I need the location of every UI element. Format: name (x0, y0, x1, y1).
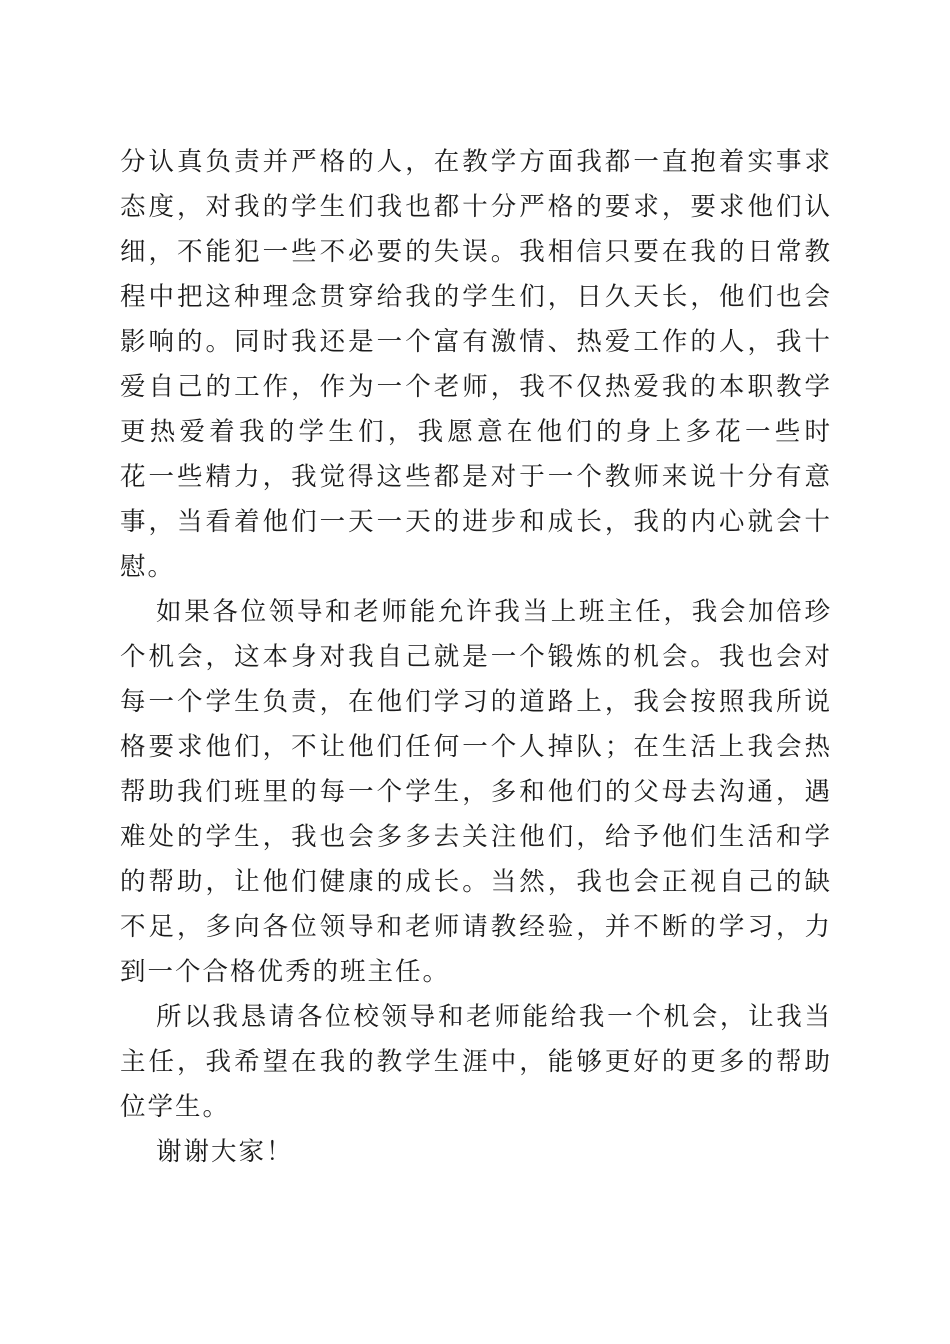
paragraph-4 (120, 1130, 832, 1175)
text-line: 态度，对我的学生们我也都十分严格的要求，要求他们认 (120, 192, 832, 222)
text-line: 爱自己的工作，作为一个老师，我不仅热爱我的本职教学 (120, 372, 832, 402)
text-line: 花一些精力，我觉得这些都是对于一个教师来说十分有意 (120, 462, 832, 492)
text-line: 格要求他们，不让他们任何一个人掉队；在生活上我会热 (120, 732, 832, 762)
text-line: 分认真负责并严格的人，在教学方面我都一直抱着实事求 (120, 147, 832, 177)
paragraph-1 (120, 140, 832, 590)
closing-line: 谢谢大家！ (156, 1137, 294, 1167)
paragraph-3 (120, 995, 832, 1130)
text-line: 慰。 (120, 552, 176, 582)
text-line: 的帮助，让他们健康的成长。当然，我也会正视自己的缺 (120, 867, 832, 897)
text-line: 如果各位领导和老师能允许我当上班主任，我会加倍珍 (156, 597, 832, 627)
text-line: 程中把这种理念贯穿给我的学生们，日久天长，他们也会 (120, 282, 832, 312)
text-line: 主任，我希望在我的教学生涯中，能够更好的更多的帮助 (120, 1047, 832, 1077)
text-line: 事，当看着他们一天一天的进步和成长，我的内心就会十 (120, 507, 832, 537)
text-line: 所以我恳请各位校领导和老师能给我一个机会，让我当 (156, 1002, 832, 1032)
text-line: 难处的学生，我也会多多去关注他们，给予他们生活和学 (120, 822, 832, 852)
text-line: 更热爱着我的学生们，我愿意在他们的身上多花一些时 (120, 417, 832, 447)
text-line: 个机会，这本身对我自己就是一个锻炼的机会。我也会对 (120, 642, 832, 672)
text-line: 影响的。同时我还是一个富有激情、热爱工作的人，我十 (120, 327, 832, 357)
text-line: 细，不能犯一些不必要的失误。我相信只要在我的日常教 (120, 237, 832, 267)
text-line: 不足，多向各位领导和老师请教经验，并不断的学习，力 (120, 912, 832, 942)
document-body (120, 140, 832, 1175)
text-line: 位学生。 (120, 1092, 231, 1122)
text-line: 帮助我们班里的每一个学生，多和他们的父母去沟通，遇 (120, 777, 832, 807)
text-line: 到一个合格优秀的班主任。 (120, 957, 451, 987)
text-line: 每一个学生负责，在他们学习的道路上，我会按照我所说 (120, 687, 832, 717)
paragraph-2 (120, 590, 832, 995)
